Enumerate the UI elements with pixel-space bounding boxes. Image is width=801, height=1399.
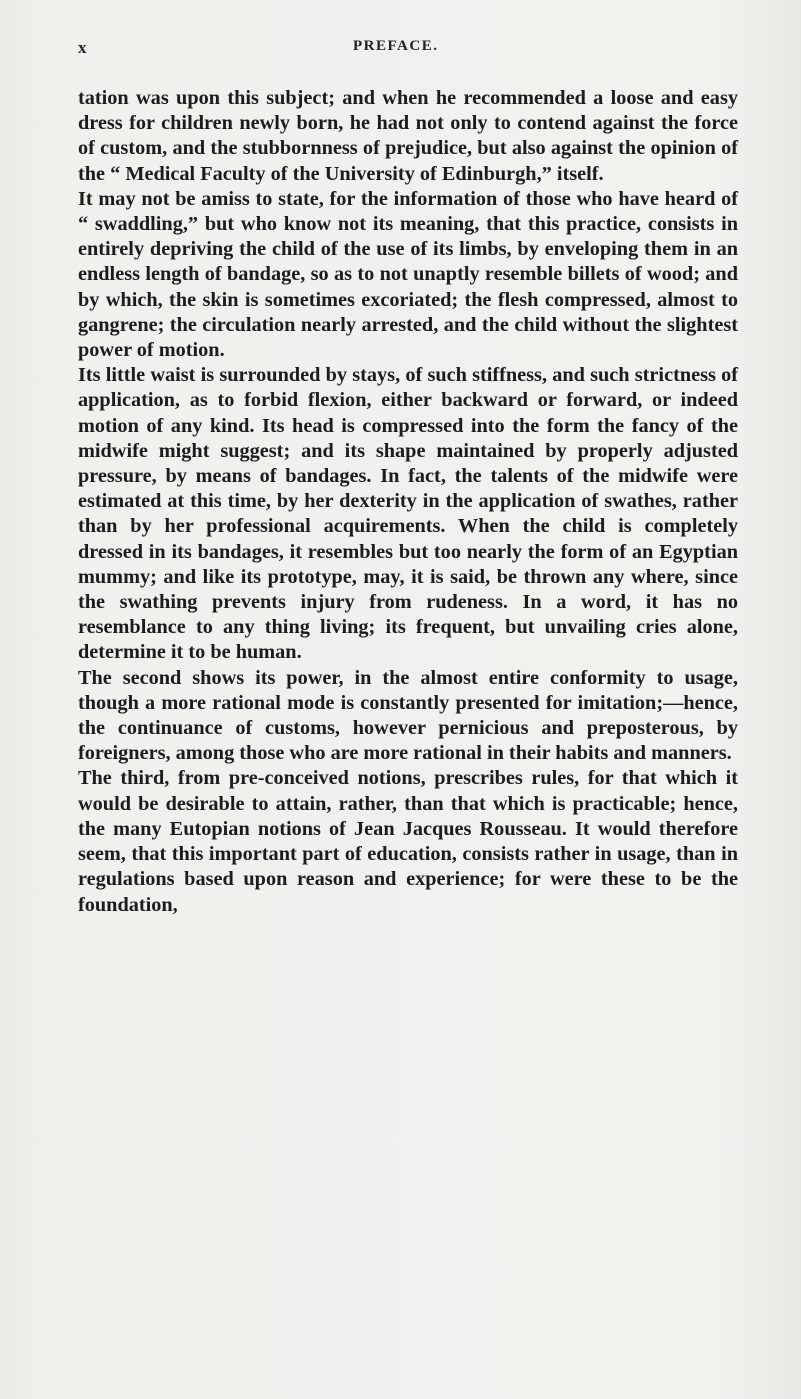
page-number: x <box>78 38 87 57</box>
paragraph-swaddling: It may not be amiss to state, for the information of those who have heard of “ swaddling,” but who know not its meaning, that this practice, consists in entirely depriving the child of the use of its limbs, by enveloping them in an endless length of bandage, so as to not unaptly resemble billets of wood; and by which, the skin is sometimes excoriated; the flesh compressed, almost to gangrene; the circulation nearly arrested, and the child without the slightest power of motion. <box>78 187 738 362</box>
page-header <box>78 38 738 62</box>
paragraph-third: The third, from pre-conceived notions, prescribes rules, for that which it would be desirable to attain, rather, than that which is practicable; hence, the many Eutopian notions of Jean Jacques Rousseau. It would therefore seem, that this important part of education, consists rather in usage, than in regulations based upon reason and experience; for were these to be the foundation, <box>78 767 738 916</box>
body-text <box>78 86 738 918</box>
paragraph-waist: Its little waist is surrounded by stays, of such stiffness, and such strictness of application, as to forbid flexion, either backward or forward, or indeed motion of any kind. Its head is compressed into the form the fancy of the midwife might suggest; and its shape maintained by properly adjusted pressure, by means of bandages. In fact, the talents of the midwife were estimated at this time, by her dexterity in the application of swathes, rather than by her professional acquirements. When the child is completely dressed in its bandages, it resembles but too nearly the form of an Egyptian mummy; and like its prototype, may, it is said, be thrown any where, since the swathing prevents injury from rudeness. In a word, it has no resemblance to any thing living; its frequent, but unvailing cries alone, determine it to be human. <box>78 364 738 664</box>
running-title: PREFACE. <box>353 38 439 54</box>
paragraph-second: The second shows its power, in the almost entire conformity to usage, though a more rational mode is constantly presented for imitation;—hence, the continuance of customs, however pernicious and preposterous, by foreigners, among those who are more rational in their habits and manners. <box>78 666 738 765</box>
paragraph-continuation: tation was upon this subject; and when he recommended a loose and easy dress for children newly born, he had not only to contend against the force of custom, and the stubbornness of prejudice, but also against the opinion of the “ Medical Faculty of the University of Edinburgh,” itself. <box>78 87 738 185</box>
